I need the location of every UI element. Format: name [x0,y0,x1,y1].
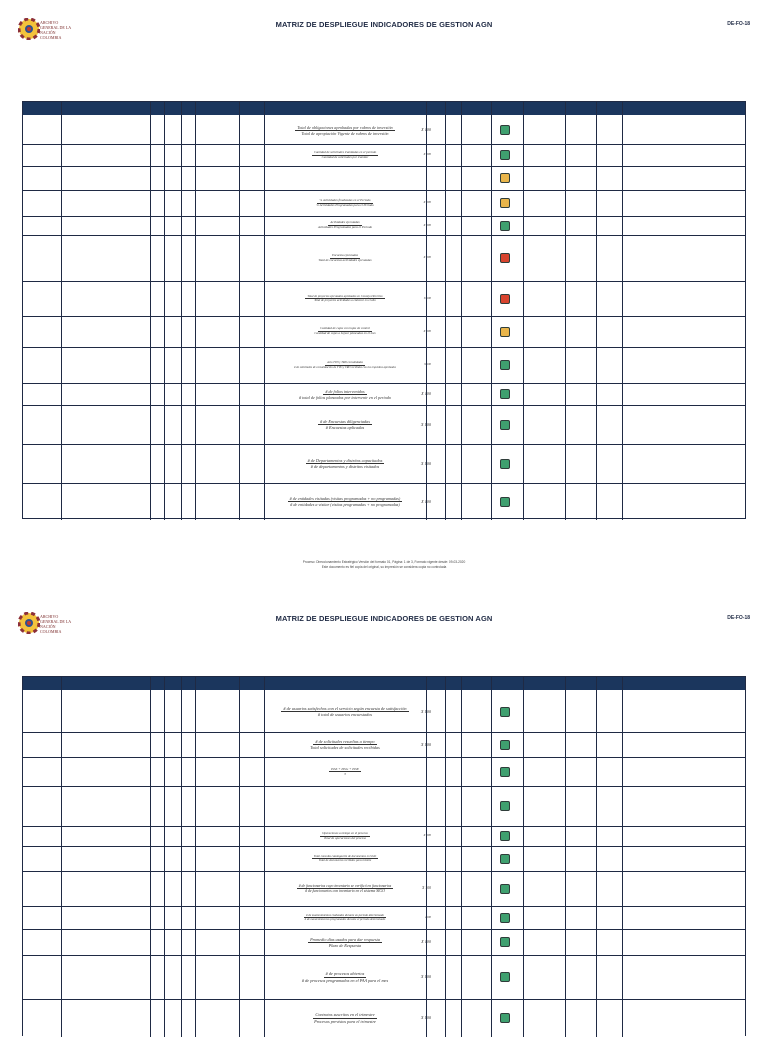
status-light-green [500,740,510,750]
column-divider [150,677,151,1037]
formula-multiplier: X 100 [420,421,431,427]
column-divider [491,677,492,1037]
formula-denominator: # de entidades a visitar (visitas programadas + no programadas) [290,502,400,508]
status-light-green [500,801,510,811]
formula-numerator: # de procesos abiertos [325,971,365,977]
formula-multiplier: X 100 [421,498,431,504]
formula-numerator: Promedio días usados para dar respuesta [310,936,380,942]
status-light-green [500,1013,510,1023]
formula-multiplier: X 100 [423,255,431,260]
status-light-green [500,913,510,923]
status-light-green [500,884,510,894]
formula-multiplier: X 100 [423,833,431,838]
row-divider [23,871,745,872]
formula-denominator: # Encuestas aplicadas [325,425,365,431]
formula-denominator: Cantidad de cajas a hojear planeadas en el mes [314,331,376,336]
column-divider [426,677,427,1037]
document-code: DE-FO-18 [727,615,750,621]
status-light-green [500,831,510,841]
row-divider [23,846,745,847]
row-divider [23,906,745,907]
formula-numerator: # de mantenimientos realizados durante un periodo determinado [306,912,384,917]
row-divider [23,929,745,930]
document-title: MATRIZ DE DESPLIEGUE INDICADORES DE GESTION AGN [275,614,493,623]
status-light-green [500,972,510,982]
row-divider [23,757,745,758]
column-divider [622,677,623,1037]
formula-numerator: # de solicitudes resueltas a tiempo [315,738,375,744]
column-divider [461,677,462,1037]
formula-denominator: Procesos previstos para el trimestre [314,1018,376,1024]
column-divider [565,677,566,1037]
formula-multiplier: X 100 [420,708,431,714]
formula-denominator: Total solicitudes de solicitudes recibidas [310,745,380,751]
column-divider [239,677,240,1037]
formula-denominator: Actividades Programadas para el Periodo [317,225,373,230]
formula-denominator: # total de usuarios encuestados [317,712,373,718]
column-divider [596,677,597,1037]
formula-numerator: # de folios intervenidos [325,388,365,394]
column-divider [523,677,524,1037]
formula-multiplier: X 100 [420,974,431,980]
formula-numerator: # de funcionarios cuyo inventario se verificó en funcionarios [298,883,392,888]
column-divider [164,677,165,1037]
formula-multiplier: X 100 [420,741,431,747]
formula-denominator: Total de apropiación Vigente de rubros de inversión [301,130,389,136]
formula-multiplier: X 100 [421,391,431,397]
formula-multiplier: x100 [425,914,431,919]
column-divider [61,677,62,1037]
formula-multiplier: X 100 [420,1015,431,1021]
status-light-green [500,937,510,947]
formula-denominator: # de solicitudes de convalidación de TVD y TRD recibidas con los requisitos aprobados [294,364,396,369]
row-divider [23,955,745,956]
indicator-formula [265,830,431,841]
formula-multiplier: X 100 [421,127,431,133]
formula-numerator: # de Encuestas diligenciadas [319,418,370,424]
formula-numerator: # de Departamentos y distritos capacitados [307,457,383,463]
formula-denominator: Cantidad de solicitudes por tramitar [321,154,369,159]
formula-denominator: # de mantenimientos programados durante el periodo determinado [304,917,386,922]
indicator-formula [265,936,431,948]
table-header [23,677,745,690]
footer-line-1: Proceso: Direccionamiento Estratégico Versión del formato 01, Página: 1 de 3, Formato vigente desde: 09-03-2020 [302,560,466,564]
formula-multiplier: X 100 [420,460,431,466]
row-divider [23,826,745,827]
formula-numerator: Total consulta catalogación de documentos en SGD [313,853,377,858]
row-divider [23,786,745,787]
status-light-green [500,854,510,864]
formula-numerator: Contratos suscritos en el trimestre [315,1012,375,1018]
status-light-green [500,707,510,717]
row-divider [23,732,745,733]
formula-multiplier: X 100 [423,295,431,300]
formula-numerator: # de entidades visitadas (visitas programadas + no programadas) [289,496,401,502]
row-divider [23,999,745,1000]
formula-denominator: 3 [344,772,346,777]
formula-multiplier: X 100 [423,328,431,333]
formula-multiplier: X 100 [423,152,431,157]
formula-numerator: Total de obligaciones aprobadas por rubros de inversión [297,124,393,130]
formula-multiplier: X 100 [423,200,431,205]
formula-numerator: Actividades ejecutadas [330,220,360,225]
formula-denominator: # de departamentos y distritos visitados [310,464,380,470]
formula-denominator: # de funcionarios con inventario en el sistema SIGO [305,889,385,894]
formula-denominator: Total de encuestas actividades ejecutadas [318,257,372,262]
formula-numerator: Acto TVD y TRD convalidadas [327,360,363,365]
footer-line-2: Este documento es fiel copia del original, su impresión se considera copia no controlada [321,565,447,569]
indicator-formula [265,705,431,718]
formula-numerator: ISSS + ISSG + ISSE [331,767,359,772]
formula-numerator: Cantidad de cajas con hojas de control [320,326,370,331]
indicator-formula [265,912,431,922]
formula-denominator: Total de proyectos actividades a elaborar en el año [314,298,376,303]
column-divider [195,677,196,1037]
indicator-formula [265,1012,431,1024]
indicator-formula [265,971,431,983]
indicator-formula [265,883,431,894]
formula-denominator: Total de operaciones del proceso [323,835,367,840]
column-divider [181,677,182,1037]
formula-numerator: Total de proyectos ejecutados aprobados en Consejo Directivo [307,293,383,298]
formula-numerator: Operaciones a tiempo en el proceso [322,830,368,835]
formula-multiplier: X 100 [422,886,431,891]
formula-numerator: Encuesta ejecutadas [331,252,359,257]
formula-numerator: # de usuarios satisfechos con el servicio según encuesta de satisfacción [283,705,407,711]
document-title: MATRIZ DE DESPLIEGUE INDICADORES DE GESTION AGN [275,20,493,29]
formula-multiplier: X 100 [421,939,431,945]
formula-multiplier: X 100 [423,222,431,227]
formula-numerator: % Actividades finalizadas en el Periodo [319,197,371,202]
logo-text: ARCHIVO GENERAL DE LA NACIÓN COLOMBIA [40,614,71,634]
formula-multiplier: X 100 [424,362,431,367]
indicator-formula [265,767,425,776]
logo-text: ARCHIVO GENERAL DE LA NACIÓN COLOMBIA [40,20,71,40]
formula-denominator: % Actividades Programadas para el Periodo [316,202,374,207]
formula-denominator: Total de documentos recibidos para trámite [318,858,372,863]
formula-denominator: # total de folios planeados por intervenir en el periodo [299,394,391,400]
column-divider [445,677,446,1037]
formula-denominator: # de procesos programados en el PAA para el mes [301,977,389,983]
indicator-table [22,676,746,1036]
indicator-formula [265,738,431,751]
formula-denominator: Plazo de Respuesta [328,942,362,948]
formula-numerator: Cantidad de solicitudes tramitadas en el periodo [313,149,377,154]
status-light-green [500,767,510,777]
document-code: DE-FO-18 [727,21,750,27]
indicator-formula [265,855,425,863]
